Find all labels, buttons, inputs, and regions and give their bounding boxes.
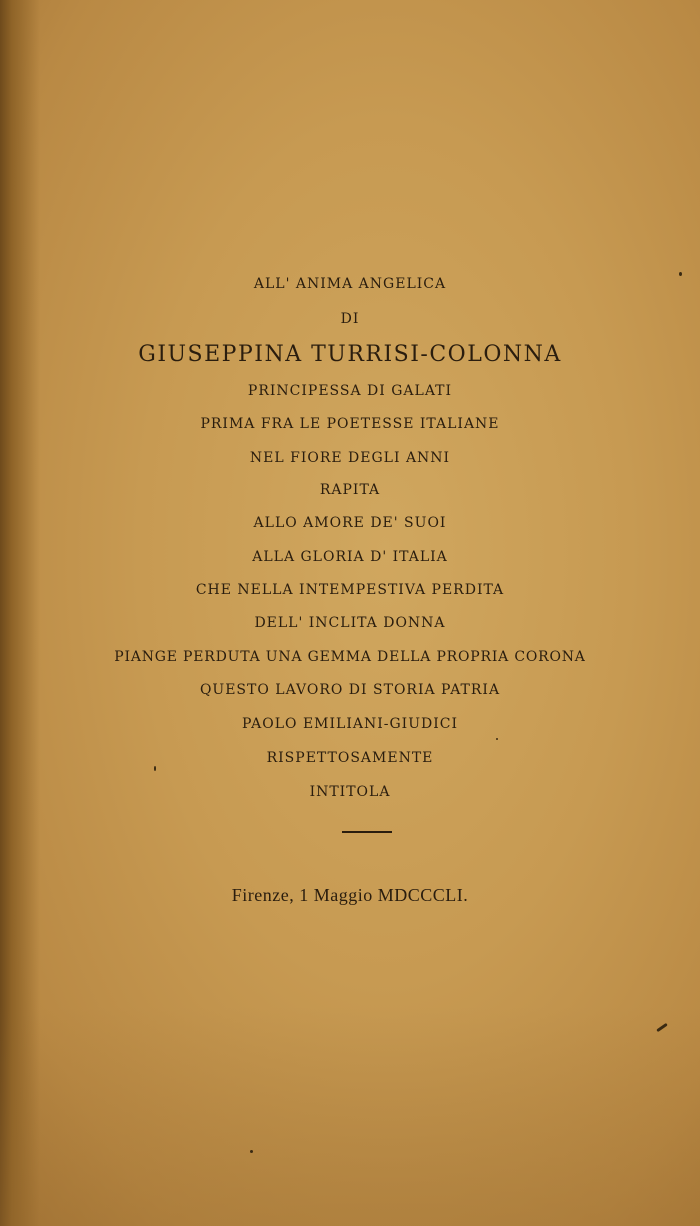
ink-speck bbox=[250, 1150, 253, 1153]
ink-speck bbox=[154, 766, 156, 771]
paper-stain bbox=[0, 1006, 700, 1226]
dedication-line-1: ALL' ANIMA ANGELICA bbox=[253, 276, 447, 292]
dedication-line-16: INTITOLA bbox=[309, 784, 391, 800]
dedication-line-4: PRINCIPESSA DI GALATI bbox=[247, 383, 453, 399]
dedication-line-10: CHE NELLA INTEMPESTIVA PERDITA bbox=[195, 582, 505, 598]
dedication-line-15: RISPETTOSAMENTE bbox=[266, 750, 434, 766]
dedication-line-8: ALLO AMORE DE' SUOI bbox=[253, 515, 447, 531]
dedication-author: PAOLO EMILIANI-GIUDICI bbox=[242, 716, 458, 732]
dedication-line-13: QUESTO LAVORO DI STORIA PATRIA bbox=[199, 682, 501, 698]
dedication-name: GIUSEPPINA TURRISI-COLONNA bbox=[138, 342, 562, 367]
ink-speck bbox=[496, 738, 498, 740]
dedication-line-11: DELL' INCLITA DONNA bbox=[254, 615, 446, 631]
dateline: Firenze, 1 Maggio MDCCCLI. bbox=[231, 885, 469, 905]
dedication-line-12: PIANGE PERDUTA UNA GEMMA DELLA PROPRIA CORONA bbox=[114, 649, 586, 665]
dedication-line-2: DI bbox=[340, 311, 360, 327]
dedication-line-9: ALLA GLORIA D' ITALIA bbox=[252, 549, 448, 565]
divider-rule bbox=[342, 831, 392, 833]
dedication-line-5: PRIMA FRA LE POETESSE ITALIANE bbox=[200, 416, 500, 432]
dedication-line-6: NEL FIORE DEGLI ANNI bbox=[249, 450, 451, 466]
dedication-line-7: RAPITA bbox=[319, 482, 381, 498]
